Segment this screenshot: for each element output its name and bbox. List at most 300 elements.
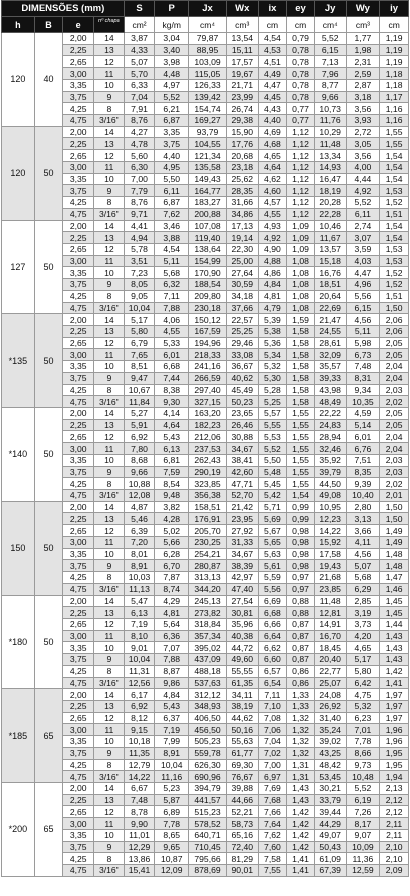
cell-e: 4,25: [63, 478, 94, 490]
cell-iy: 1,54: [380, 173, 409, 185]
cell-s: 9,90: [124, 818, 155, 830]
cell-jy: 43,25: [314, 747, 346, 759]
cell-p: 5,11: [155, 255, 189, 267]
table-row: [2, 806, 409, 818]
cell-e: 3,35: [63, 173, 94, 185]
cell-wy: 8,66: [346, 747, 380, 759]
cell-ey: 1,09: [287, 243, 315, 255]
cell-jx: 103,09: [189, 56, 227, 68]
cell-e: 4,75: [63, 583, 94, 595]
cell-s: 4,33: [124, 44, 155, 56]
cell-e: 2,25: [63, 232, 94, 244]
cell-chapa: 12: [94, 618, 125, 630]
cell-e: 2,25: [63, 325, 94, 337]
cell-wy: 4,44: [346, 173, 380, 185]
table-row: [2, 853, 409, 865]
cell-wy: 4,65: [346, 642, 380, 654]
cell-wy: 8,35: [346, 466, 380, 478]
cell-jy: 31,40: [314, 712, 346, 724]
col-s-header: S: [124, 1, 155, 17]
cell-iy: 2,04: [380, 361, 409, 373]
cell-iy: 2,11: [380, 818, 409, 830]
cell-wy: 10,48: [346, 771, 380, 783]
cell-iy: 2,06: [380, 314, 409, 326]
cell-ix: 4,84: [258, 279, 287, 291]
cell-wx: 49,60: [226, 654, 258, 666]
cell-wy: 3,07: [346, 232, 380, 244]
cell-chapa: 14: [94, 595, 125, 607]
cell-p: 3,35: [155, 126, 189, 138]
cell-chapa: 13: [94, 44, 125, 56]
cell-s: 10,18: [124, 736, 155, 748]
cell-wy: 2,31: [346, 56, 380, 68]
cell-wy: 3,56: [346, 103, 380, 115]
cell-jx: 348,93: [189, 700, 227, 712]
cell-jx: 169,27: [189, 115, 227, 127]
cell-p: 4,97: [155, 79, 189, 91]
table-row: [2, 525, 409, 537]
cell-p: 7,11: [155, 290, 189, 302]
cell-jx: 437,09: [189, 654, 227, 666]
cell-s: 7,04: [124, 91, 155, 103]
cell-s: 6,39: [124, 525, 155, 537]
cell-ey: 0,99: [287, 501, 315, 513]
cell-jx: 88,95: [189, 44, 227, 56]
cell-s: 10,04: [124, 302, 155, 314]
cell-ix: 4,92: [258, 232, 287, 244]
cell-e: 2,65: [63, 337, 94, 349]
cell-s: 5,47: [124, 595, 155, 607]
cell-s: 7,80: [124, 443, 155, 455]
cell-jy: 30,21: [314, 783, 346, 795]
table-row: [2, 431, 409, 443]
cell-ey: 1,55: [287, 419, 315, 431]
cell-wx: 21,71: [226, 79, 258, 91]
cell-s: 12,79: [124, 759, 155, 771]
cell-chapa: 10: [94, 736, 125, 748]
cell-ey: 1,55: [287, 478, 315, 490]
cell-e: 4,25: [63, 290, 94, 302]
cell-ix: 7,10: [258, 700, 287, 712]
cell-ix: 4,57: [258, 197, 287, 209]
cell-s: 5,46: [124, 513, 155, 525]
cell-wy: 5,98: [346, 337, 380, 349]
cell-s: 8,10: [124, 630, 155, 642]
cell-p: 3,46: [155, 220, 189, 232]
cell-p: 3,98: [155, 56, 189, 68]
cell-chapa: 11: [94, 349, 125, 361]
cell-jy: 16,76: [314, 267, 346, 279]
cell-e: 3,75: [63, 91, 94, 103]
cell-chapa: 13: [94, 138, 125, 150]
cell-jx: 327,15: [189, 396, 227, 408]
cell-wx: 55,55: [226, 665, 258, 677]
cell-ix: 6,68: [258, 607, 287, 619]
cell-chapa: 10: [94, 173, 125, 185]
cell-wy: 6,11: [346, 208, 380, 220]
table-row: [2, 208, 409, 220]
cell-e: 3,75: [63, 372, 94, 384]
cell-iy: 1,52: [380, 279, 409, 291]
cell-wx: 19,67: [226, 68, 258, 80]
cell-wx: 33,08: [226, 349, 258, 361]
cell-jx: 182,23: [189, 419, 227, 431]
cell-wx: 61,77: [226, 747, 258, 759]
cell-iy: 1,48: [380, 548, 409, 560]
profile-height-cell: 120: [2, 126, 35, 220]
cell-jx: 237,53: [189, 443, 227, 455]
col-p-header: P: [155, 1, 189, 17]
cell-ey: 1,12: [287, 150, 315, 162]
cell-jy: 15,18: [314, 255, 346, 267]
cell-p: 4,48: [155, 68, 189, 80]
cell-ey: 1,55: [287, 431, 315, 443]
cell-jy: 32,46: [314, 443, 346, 455]
cell-ey: 1,08: [287, 279, 315, 291]
cell-jy: 24,83: [314, 419, 346, 431]
cell-ix: 5,48: [258, 466, 287, 478]
cell-wx: 61,35: [226, 677, 258, 689]
cell-chapa: 9: [94, 841, 125, 853]
cell-p: 3,88: [155, 232, 189, 244]
cell-s: 4,27: [124, 126, 155, 138]
table-row: [2, 384, 409, 396]
cell-wy: 4,59: [346, 408, 380, 420]
cell-ix: 5,57: [258, 408, 287, 420]
cell-ix: 7,04: [258, 736, 287, 748]
cell-ix: 6,57: [258, 665, 287, 677]
cell-chapa: 10: [94, 548, 125, 560]
cell-iy: 1,55: [380, 138, 409, 150]
cell-p: 8,91: [155, 747, 189, 759]
cell-ey: 1,42: [287, 841, 315, 853]
cell-jx: 230,25: [189, 536, 227, 548]
cell-iy: 2,10: [380, 841, 409, 853]
cell-ix: 4,69: [258, 126, 287, 138]
cell-chapa: 9: [94, 466, 125, 478]
cell-wy: 3,05: [346, 138, 380, 150]
cell-e: 4,75: [63, 115, 94, 127]
unit-ey: cm: [287, 17, 315, 33]
cell-iy: 1,45: [380, 607, 409, 619]
cell-e: 4,25: [63, 853, 94, 865]
cell-wx: 55,63: [226, 736, 258, 748]
table-row: [2, 572, 409, 584]
cell-s: 8,76: [124, 115, 155, 127]
cell-iy: 1,46: [380, 583, 409, 595]
cell-e: 2,65: [63, 618, 94, 630]
cell-s: 6,67: [124, 783, 155, 795]
cell-wx: 40,38: [226, 630, 258, 642]
cell-wx: 21,42: [226, 501, 258, 513]
table-row: [2, 724, 409, 736]
cell-wx: 44,72: [226, 642, 258, 654]
table-row: [2, 490, 409, 502]
cell-s: 11,35: [124, 747, 155, 759]
cell-e: 2,65: [63, 806, 94, 818]
cell-e: 3,00: [63, 349, 94, 361]
cell-chapa: 11: [94, 724, 125, 736]
cell-iy: 2,05: [380, 349, 409, 361]
cell-p: 8,54: [155, 478, 189, 490]
cell-chapa: 9: [94, 654, 125, 666]
table-row: [2, 115, 409, 127]
cell-chapa: 10: [94, 454, 125, 466]
cell-s: 5,78: [124, 243, 155, 255]
cell-ey: 1,12: [287, 197, 315, 209]
cell-s: 9,15: [124, 724, 155, 736]
cell-s: 8,91: [124, 560, 155, 572]
cell-ey: 1,08: [287, 302, 315, 314]
cell-e: 2,65: [63, 150, 94, 162]
cell-chapa: 14: [94, 314, 125, 326]
col-e-header: e: [63, 17, 94, 33]
cell-ix: 6,64: [258, 630, 287, 642]
cell-chapa: 11: [94, 161, 125, 173]
table-row: [2, 314, 409, 326]
cell-s: 3,87: [124, 33, 155, 45]
table-row: [2, 68, 409, 80]
cell-iy: 1,95: [380, 759, 409, 771]
cell-chapa: 14: [94, 408, 125, 420]
profile-height-cell: 120: [2, 33, 35, 127]
cell-jy: 50,43: [314, 841, 346, 853]
cell-ey: 1,12: [287, 208, 315, 220]
cell-iy: 2,04: [380, 431, 409, 443]
cell-p: 7,88: [155, 654, 189, 666]
cell-e: 2,25: [63, 700, 94, 712]
table-body: [2, 33, 409, 877]
cell-s: 6,13: [124, 607, 155, 619]
cell-jy: 11,67: [314, 232, 346, 244]
cell-chapa: 13: [94, 700, 125, 712]
cell-e: 3,35: [63, 829, 94, 841]
cell-jy: 49,08: [314, 490, 346, 502]
col-ey-header: ey: [287, 1, 315, 17]
cell-ey: 1,54: [287, 490, 315, 502]
cell-p: 5,23: [155, 783, 189, 795]
table-header: [2, 1, 409, 33]
cell-s: 10,88: [124, 478, 155, 490]
cell-iy: 1,55: [380, 126, 409, 138]
cell-jy: 14,91: [314, 618, 346, 630]
profile-height-cell: *200: [2, 783, 35, 877]
cell-jx: 135,58: [189, 161, 227, 173]
cell-iy: 1,52: [380, 267, 409, 279]
cell-jx: 313,13: [189, 572, 227, 584]
cell-ey: 0,97: [287, 572, 315, 584]
cell-e: 3,75: [63, 841, 94, 853]
cell-ix: 5,52: [258, 443, 287, 455]
cell-p: 6,01: [155, 349, 189, 361]
cell-jx: 205,70: [189, 525, 227, 537]
cell-ix: 7,11: [258, 689, 287, 701]
cell-jx: 104,55: [189, 138, 227, 150]
cell-wy: 12,59: [346, 865, 380, 877]
cell-p: 6,81: [155, 454, 189, 466]
cell-s: 8,12: [124, 712, 155, 724]
cell-ey: 0,77: [287, 103, 315, 115]
cell-ey: 0,78: [287, 44, 315, 56]
table-row: [2, 396, 409, 408]
cell-chapa: 9: [94, 747, 125, 759]
cell-s: 8,51: [124, 361, 155, 373]
cell-iy: 1,44: [380, 618, 409, 630]
cell-jx: 170,90: [189, 267, 227, 279]
cell-ix: 6,66: [258, 618, 287, 630]
cell-e: 3,35: [63, 736, 94, 748]
cell-iy: 1,19: [380, 33, 409, 45]
cell-wy: 4,56: [346, 314, 380, 326]
cell-jx: 690,96: [189, 771, 227, 783]
cell-wx: 19,14: [226, 232, 258, 244]
cell-ey: 0,88: [287, 595, 315, 607]
profile-width-cell: 50: [34, 595, 63, 689]
cell-p: 6,70: [155, 560, 189, 572]
cell-e: 4,75: [63, 865, 94, 877]
cell-p: 8,38: [155, 384, 189, 396]
cell-iy: 2,03: [380, 384, 409, 396]
cell-jx: 280,87: [189, 560, 227, 572]
cell-iy: 1,17: [380, 91, 409, 103]
table-row: [2, 161, 409, 173]
cell-wy: 4,96: [346, 279, 380, 291]
cell-wy: 9,34: [346, 384, 380, 396]
cell-iy: 2,12: [380, 794, 409, 806]
unit-p: kg/m: [155, 17, 189, 33]
cell-wy: 8,17: [346, 818, 380, 830]
cell-s: 13,86: [124, 853, 155, 865]
cell-jy: 22,22: [314, 408, 346, 420]
cell-jx: 357,34: [189, 630, 227, 642]
cell-jy: 7,13: [314, 56, 346, 68]
cell-wy: 10,40: [346, 490, 380, 502]
cell-jx: 266,59: [189, 372, 227, 384]
cell-chapa: 10: [94, 642, 125, 654]
cell-ey: 1,41: [287, 853, 315, 865]
cell-e: 2,25: [63, 419, 94, 431]
cell-p: 7,07: [155, 642, 189, 654]
profile-height-cell: *180: [2, 595, 35, 689]
cell-p: 6,37: [155, 712, 189, 724]
table-row: [2, 197, 409, 209]
cell-iy: 1,42: [380, 665, 409, 677]
cell-s: 7,23: [124, 267, 155, 279]
col-jx-header: Jx: [189, 1, 227, 17]
table-row: [2, 771, 409, 783]
cell-iy: 2,11: [380, 829, 409, 841]
cell-chapa: 12: [94, 56, 125, 68]
cell-jx: 441,57: [189, 794, 227, 806]
cell-e: 3,35: [63, 454, 94, 466]
cell-wx: 58,73: [226, 818, 258, 830]
cell-s: 5,60: [124, 150, 155, 162]
cell-ey: 1,33: [287, 700, 315, 712]
cell-chapa: 12: [94, 806, 125, 818]
cell-ey: 1,43: [287, 783, 315, 795]
cell-wx: 81,29: [226, 853, 258, 865]
cell-ix: 7,55: [258, 865, 287, 877]
cell-e: 3,75: [63, 185, 94, 197]
cell-jx: 254,21: [189, 548, 227, 560]
cell-ey: 0,86: [287, 677, 315, 689]
cell-ey: 0,99: [287, 513, 315, 525]
cell-ix: 5,39: [258, 314, 287, 326]
cell-chapa: 14: [94, 501, 125, 513]
cell-p: 6,32: [155, 279, 189, 291]
cell-p: 10,87: [155, 853, 189, 865]
cell-iy: 1,19: [380, 56, 409, 68]
cell-p: 4,28: [155, 513, 189, 525]
cell-wx: 20,68: [226, 150, 258, 162]
profile-width-cell: 50: [34, 501, 63, 595]
cell-ey: 1,55: [287, 443, 315, 455]
cell-iy: 1,41: [380, 677, 409, 689]
cell-p: 7,19: [155, 724, 189, 736]
cell-jy: 20,40: [314, 654, 346, 666]
cell-chapa: 9: [94, 279, 125, 291]
cell-jy: 10,29: [314, 126, 346, 138]
cell-iy: 1,50: [380, 513, 409, 525]
unit-wx: cm³: [226, 17, 258, 33]
cell-jy: 44,29: [314, 818, 346, 830]
cell-ey: 1,58: [287, 349, 315, 361]
table-row: [2, 33, 409, 45]
cell-wx: 34,18: [226, 290, 258, 302]
cell-s: 5,17: [124, 314, 155, 326]
table-row: [2, 466, 409, 478]
cell-wy: 5,56: [346, 290, 380, 302]
table-row: [2, 302, 409, 314]
cell-iy: 1,54: [380, 150, 409, 162]
cell-iy: 1,16: [380, 103, 409, 115]
cell-iy: 2,12: [380, 806, 409, 818]
table-row: [2, 337, 409, 349]
cell-chapa: 11: [94, 68, 125, 80]
cell-wy: 5,80: [346, 665, 380, 677]
cell-wy: 2,59: [346, 68, 380, 80]
table-row: [2, 185, 409, 197]
cell-chapa: 11: [94, 443, 125, 455]
cell-jy: 12,81: [314, 607, 346, 619]
cell-jx: 795,66: [189, 853, 227, 865]
cell-ix: 6,97: [258, 771, 287, 783]
cell-ix: 4,90: [258, 243, 287, 255]
cell-iy: 2,05: [380, 337, 409, 349]
cell-chapa: 10: [94, 267, 125, 279]
cell-ix: 4,68: [258, 138, 287, 150]
cell-chapa: 12: [94, 150, 125, 162]
cell-chapa: 12: [94, 431, 125, 443]
cell-ey: 1,42: [287, 818, 315, 830]
cell-p: 4,40: [155, 150, 189, 162]
cell-wx: 65,16: [226, 829, 258, 841]
cell-s: 9,01: [124, 642, 155, 654]
cell-chapa: 13: [94, 513, 125, 525]
cell-p: 5,66: [155, 536, 189, 548]
cell-chapa: 12: [94, 525, 125, 537]
cell-ix: 5,59: [258, 572, 287, 584]
cell-ey: 0,87: [287, 654, 315, 666]
cell-p: 12,09: [155, 865, 189, 877]
cell-ey: 1,08: [287, 267, 315, 279]
cell-iy: 1,95: [380, 747, 409, 759]
cell-p: 4,14: [155, 408, 189, 420]
cell-chapa: 13: [94, 232, 125, 244]
cell-iy: 1,53: [380, 185, 409, 197]
cell-p: 7,62: [155, 208, 189, 220]
cell-p: 5,52: [155, 91, 189, 103]
